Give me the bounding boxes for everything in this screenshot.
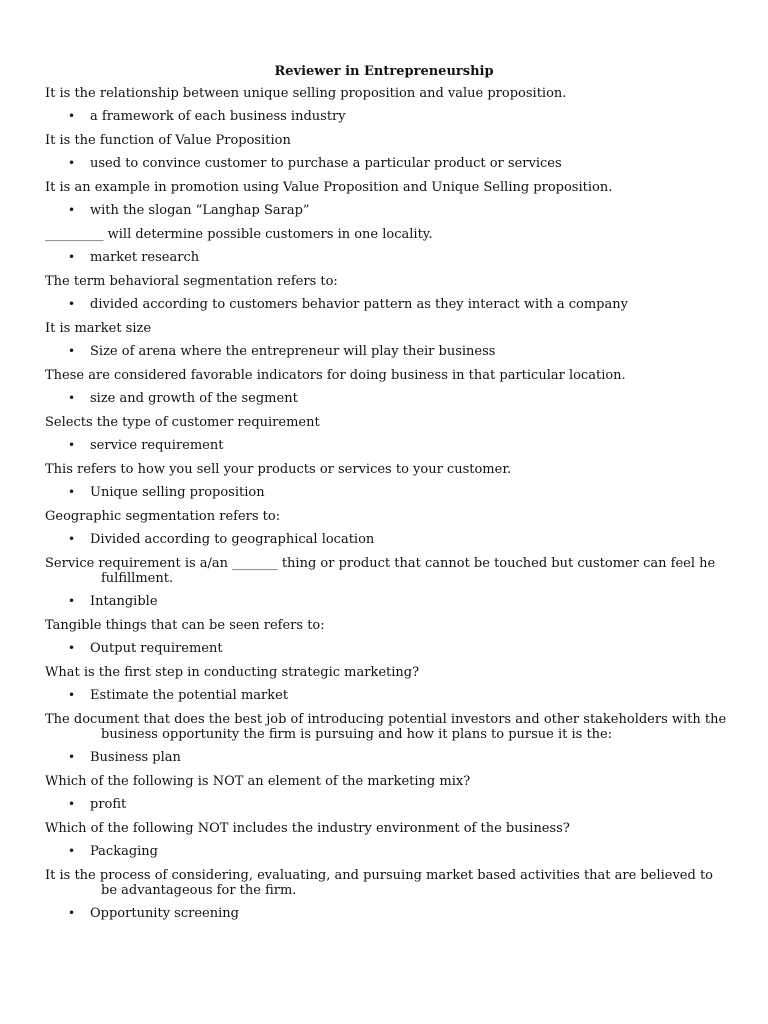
answer-bullet-item — [68, 391, 728, 406]
qa-item — [45, 133, 728, 171]
qa-item — [45, 821, 728, 859]
qa-item — [45, 321, 728, 359]
answer-text: used to convince customer to purchase a particular product or services — [90, 156, 562, 171]
answer-bullet-item — [68, 250, 728, 265]
answer-text: profit — [90, 797, 127, 812]
answer-bullet-item — [68, 797, 728, 812]
bullet-icon: • — [68, 797, 76, 811]
answer-text: Size of arena where the entrepreneur will play their business — [90, 344, 496, 359]
question-text: Tangible things that can be seen refers to: — [45, 618, 325, 633]
answer-bullet-item — [68, 203, 728, 218]
qa-item — [45, 368, 728, 406]
question-text: It is the relationship between unique selling proposition and value proposition. — [45, 86, 567, 101]
qa-item — [45, 86, 728, 124]
question-text: _________ will determine possible customers in one locality. — [45, 227, 433, 242]
bullet-icon: • — [68, 156, 76, 170]
question-text: The document that does the best job of introducing potential investors and other stakeholders with the business opportunity the firm is pursuing and how it plans to pursue it is the: — [45, 712, 727, 742]
bullet-icon: • — [68, 109, 76, 123]
question-text: What is the first step in conducting strategic marketing? — [45, 665, 420, 680]
answer-text: size and growth of the segment — [90, 391, 298, 406]
bullet-icon: • — [68, 594, 76, 608]
answer-text: market research — [90, 250, 200, 265]
qa-item — [45, 774, 728, 812]
question-text: These are considered favorable indicators for doing business in that particular location. — [45, 368, 626, 383]
qa-item — [45, 868, 728, 921]
qa-item — [45, 415, 728, 453]
bullet-icon: • — [68, 250, 76, 264]
bullet-icon: • — [68, 844, 76, 858]
answer-bullet-item — [68, 344, 728, 359]
question-text: Which of the following NOT includes the industry environment of the business? — [45, 821, 570, 836]
qa-item — [45, 462, 728, 500]
bullet-icon: • — [68, 532, 76, 546]
answer-bullet-item — [68, 485, 728, 500]
bullet-icon: • — [68, 297, 76, 311]
document-title: Reviewer in Entrepreneurship — [274, 64, 494, 79]
answer-text: service requirement — [90, 438, 224, 453]
bullet-icon: • — [68, 906, 76, 920]
answer-bullet-item — [68, 109, 728, 124]
bullet-icon: • — [68, 438, 76, 452]
answer-bullet-item — [68, 641, 728, 656]
question-text: It is the process of considering, evaluating, and pursuing market based activities that are believed to be advantageous for the firm. — [45, 868, 714, 898]
qa-item — [45, 665, 728, 703]
answer-text: Opportunity screening — [90, 906, 239, 921]
answer-bullet-item — [68, 750, 728, 765]
bullet-icon: • — [68, 750, 76, 764]
bullet-icon: • — [68, 688, 76, 702]
bullet-icon: • — [68, 485, 76, 499]
question-text: This refers to how you sell your products or services to your customer. — [45, 462, 512, 477]
answer-text: Packaging — [90, 844, 158, 859]
qa-item — [45, 712, 728, 765]
question-text: The term behavioral segmentation refers to: — [45, 274, 338, 289]
qa-list — [45, 86, 728, 930]
answer-bullet-item — [68, 688, 728, 703]
question-text: Selects the type of customer requirement — [45, 415, 320, 430]
answer-text: with the slogan “Langhap Sarap” — [90, 203, 310, 218]
qa-item — [45, 180, 728, 218]
question-text: Geographic segmentation refers to: — [45, 509, 281, 524]
answer-bullet-item — [68, 156, 728, 171]
answer-text: Divided according to geographical location — [90, 532, 375, 547]
bullet-icon: • — [68, 203, 76, 217]
question-text: It is an example in promotion using Value Proposition and Unique Selling proposition. — [45, 180, 613, 195]
answer-bullet-item — [68, 532, 728, 547]
qa-item — [45, 618, 728, 656]
question-text: Which of the following is NOT an element of the marketing mix? — [45, 774, 471, 789]
answer-text: Intangible — [90, 594, 158, 609]
bullet-icon: • — [68, 344, 76, 358]
answer-text: divided according to customers behavior pattern as they interact with a company — [90, 297, 628, 312]
answer-text: Business plan — [90, 750, 181, 765]
qa-item — [45, 227, 728, 265]
answer-bullet-item — [68, 438, 728, 453]
question-text: Service requirement is a/an _______ thing or product that cannot be touched but customer can feel he fulfillment. — [45, 556, 716, 586]
qa-item — [45, 509, 728, 547]
bullet-icon: • — [68, 391, 76, 405]
answer-text: Unique selling proposition — [90, 485, 265, 500]
qa-item — [45, 274, 728, 312]
qa-item — [45, 556, 728, 609]
answer-text: a framework of each business industry — [90, 109, 346, 124]
question-text: It is the function of Value Proposition — [45, 133, 291, 148]
answer-text: Output requirement — [90, 641, 223, 656]
answer-text: Estimate the potential market — [90, 688, 289, 703]
answer-bullet-item — [68, 297, 728, 312]
question-text: It is market size — [45, 321, 152, 336]
answer-bullet-item — [68, 906, 728, 921]
answer-bullet-item — [68, 844, 728, 859]
bullet-icon: • — [68, 641, 76, 655]
answer-bullet-item — [68, 594, 728, 609]
